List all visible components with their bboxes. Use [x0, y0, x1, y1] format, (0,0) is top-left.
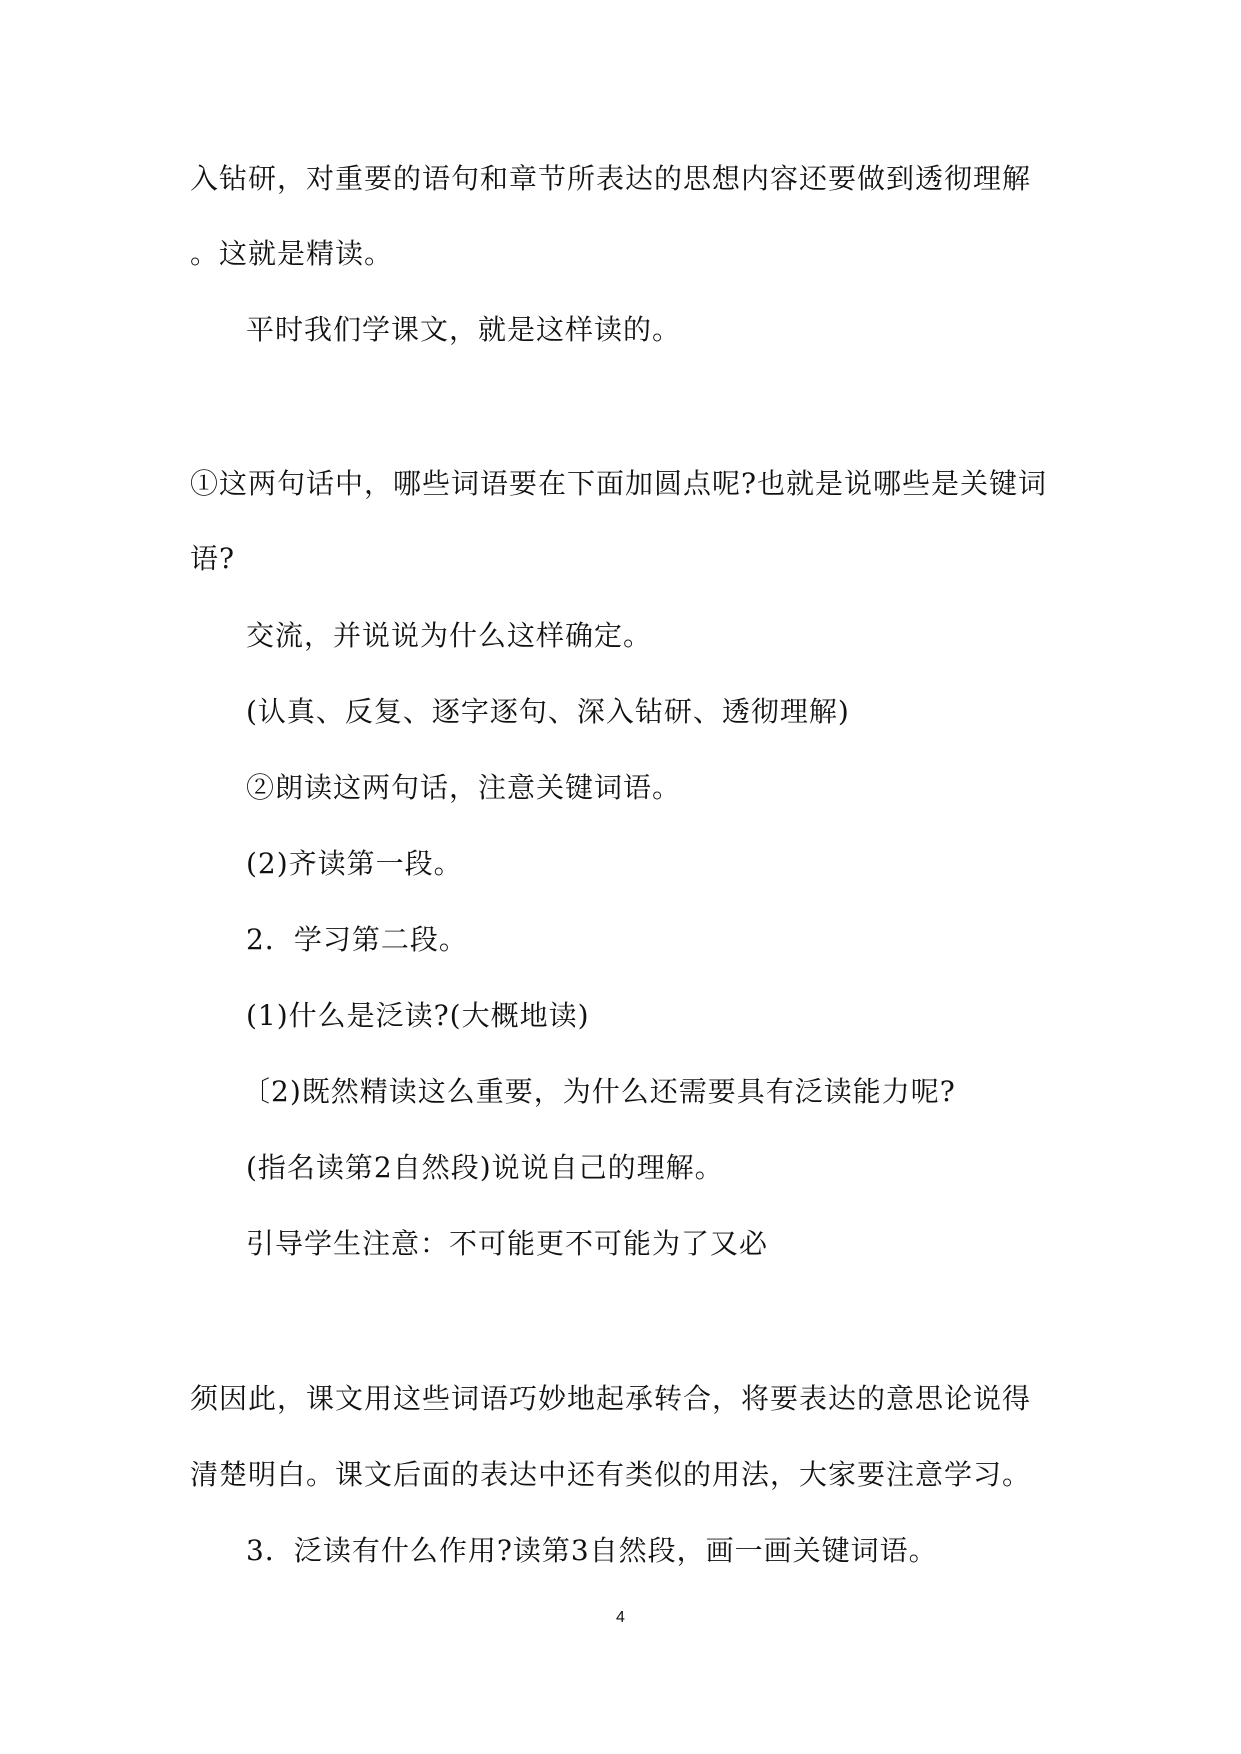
text-line-16: 清楚明白。课文后面的表达中还有类似的用法，大家要注意学习。	[190, 1458, 1032, 1491]
page-number: 4	[616, 1609, 625, 1626]
text-line-15: 须因此，课文用这些词语巧妙地起承转合，将要表达的意思论说得	[190, 1382, 1032, 1415]
text-line-3: 平时我们学课文，就是这样读的。	[246, 313, 682, 346]
text-line-4: ①这两句话中，哪些词语要在下面加圆点呢?也就是说哪些是关键词	[190, 467, 1048, 500]
text-line-2: 。这就是精读。	[190, 237, 394, 270]
text-line-13: (指名读第2自然段)说说自己的理解。	[246, 1151, 724, 1184]
text-line-7: (认真、反复、逐字逐句、深入钻研、透彻理解)	[246, 695, 850, 728]
text-line-11: (1)什么是泛读?(大概地读)	[246, 999, 590, 1032]
text-line-10: 2．学习第二段。	[246, 923, 468, 956]
text-line-6: 交流，并说说为什么这样确定。	[246, 619, 653, 652]
text-line-5: 语?	[190, 542, 236, 575]
text-line-12: 〔2)既然精读这么重要，为什么还需要具有泛读能力呢?	[242, 1075, 956, 1108]
text-line-14: 引导学生注意：不可能更不可能为了又必	[246, 1227, 769, 1260]
text-line-17: 3．泛读有什么作用?读第3自然段，画一画关键词语。	[246, 1534, 938, 1567]
text-line-8: ②朗读这两句话，注意关键词语。	[246, 771, 682, 804]
text-line-1: 入钻研，对重要的语句和章节所表达的思想内容还要做到透彻理解	[190, 162, 1032, 195]
text-line-9: (2)齐读第一段。	[246, 847, 463, 880]
